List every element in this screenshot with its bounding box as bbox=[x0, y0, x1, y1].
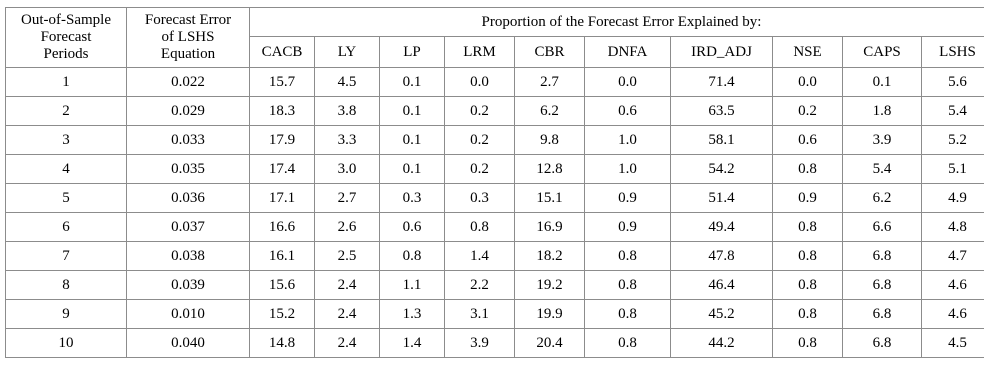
table-row bbox=[6, 155, 984, 184]
header-group-title: Proportion of the Forecast Error Explained by: bbox=[250, 8, 984, 37]
cell-proportion: 6.8 bbox=[843, 300, 922, 329]
cell-proportion: 1.0 bbox=[585, 126, 671, 155]
cell-proportion: 45.2 bbox=[671, 300, 773, 329]
cell-proportion: 15.2 bbox=[250, 300, 315, 329]
cell-proportion: 17.4 bbox=[250, 155, 315, 184]
cell-forecast-error: 0.037 bbox=[127, 213, 250, 242]
cell-proportion: 0.0 bbox=[773, 68, 843, 97]
header-variable: LP bbox=[380, 37, 445, 68]
cell-proportion: 0.8 bbox=[585, 271, 671, 300]
cell-proportion: 17.9 bbox=[250, 126, 315, 155]
cell-proportion: 12.8 bbox=[515, 155, 585, 184]
cell-proportion: 3.0 bbox=[315, 155, 380, 184]
cell-period: 2 bbox=[6, 97, 127, 126]
cell-period: 4 bbox=[6, 155, 127, 184]
cell-proportion: 6.8 bbox=[843, 271, 922, 300]
cell-proportion: 0.9 bbox=[585, 184, 671, 213]
cell-proportion: 2.7 bbox=[515, 68, 585, 97]
cell-proportion: 0.6 bbox=[773, 126, 843, 155]
cell-proportion: 9.8 bbox=[515, 126, 585, 155]
cell-proportion: 47.8 bbox=[671, 242, 773, 271]
cell-proportion: 2.4 bbox=[315, 300, 380, 329]
cell-proportion: 0.6 bbox=[585, 97, 671, 126]
cell-proportion: 18.3 bbox=[250, 97, 315, 126]
cell-proportion: 6.6 bbox=[843, 213, 922, 242]
header-variable: IRD_ADJ bbox=[671, 37, 773, 68]
cell-forecast-error: 0.040 bbox=[127, 329, 250, 358]
cell-proportion: 46.4 bbox=[671, 271, 773, 300]
cell-proportion: 63.5 bbox=[671, 97, 773, 126]
header-periods-line-3: Periods bbox=[43, 46, 89, 62]
cell-period: 8 bbox=[6, 271, 127, 300]
header-periods-line-1: Out-of-Sample bbox=[21, 12, 111, 28]
cell-proportion: 6.2 bbox=[515, 97, 585, 126]
cell-proportion: 20.4 bbox=[515, 329, 585, 358]
header-periods-line-2: Forecast bbox=[40, 29, 92, 45]
cell-proportion: 0.8 bbox=[445, 213, 515, 242]
header-variable: CAPS bbox=[843, 37, 922, 68]
header-variable: LSHS bbox=[922, 37, 984, 68]
header-error-line-3: Equation bbox=[160, 46, 216, 62]
table-row bbox=[6, 271, 984, 300]
cell-proportion: 0.9 bbox=[773, 184, 843, 213]
cell-proportion: 0.3 bbox=[445, 184, 515, 213]
cell-proportion: 0.1 bbox=[380, 155, 445, 184]
cell-forecast-error: 0.039 bbox=[127, 271, 250, 300]
cell-proportion: 3.3 bbox=[315, 126, 380, 155]
cell-proportion: 2.6 bbox=[315, 213, 380, 242]
table-row bbox=[6, 242, 984, 271]
cell-proportion: 0.8 bbox=[773, 300, 843, 329]
cell-forecast-error: 0.036 bbox=[127, 184, 250, 213]
cell-proportion: 0.2 bbox=[445, 126, 515, 155]
cell-proportion: 1.3 bbox=[380, 300, 445, 329]
cell-proportion: 3.9 bbox=[445, 329, 515, 358]
variance-decomposition-table bbox=[5, 7, 984, 358]
header-variable: NSE bbox=[773, 37, 843, 68]
cell-proportion: 4.6 bbox=[922, 300, 984, 329]
cell-proportion: 0.2 bbox=[445, 97, 515, 126]
table-row bbox=[6, 300, 984, 329]
cell-period: 7 bbox=[6, 242, 127, 271]
cell-proportion: 1.0 bbox=[585, 155, 671, 184]
cell-proportion: 49.4 bbox=[671, 213, 773, 242]
cell-proportion: 0.3 bbox=[380, 184, 445, 213]
cell-proportion: 0.9 bbox=[585, 213, 671, 242]
cell-period: 10 bbox=[6, 329, 127, 358]
cell-proportion: 0.2 bbox=[445, 155, 515, 184]
cell-proportion: 71.4 bbox=[671, 68, 773, 97]
header-variable: CBR bbox=[515, 37, 585, 68]
cell-proportion: 2.4 bbox=[315, 329, 380, 358]
cell-proportion: 4.6 bbox=[922, 271, 984, 300]
cell-proportion: 2.7 bbox=[315, 184, 380, 213]
cell-proportion: 19.9 bbox=[515, 300, 585, 329]
cell-proportion: 19.2 bbox=[515, 271, 585, 300]
cell-forecast-error: 0.033 bbox=[127, 126, 250, 155]
cell-proportion: 0.0 bbox=[445, 68, 515, 97]
table-row bbox=[6, 213, 984, 242]
header-variable: CACB bbox=[250, 37, 315, 68]
table-row bbox=[6, 97, 984, 126]
cell-proportion: 0.1 bbox=[843, 68, 922, 97]
cell-forecast-error: 0.010 bbox=[127, 300, 250, 329]
header-forecast-error bbox=[127, 8, 250, 68]
table-row bbox=[6, 126, 984, 155]
cell-proportion: 3.9 bbox=[843, 126, 922, 155]
cell-proportion: 4.5 bbox=[922, 329, 984, 358]
cell-proportion: 54.2 bbox=[671, 155, 773, 184]
cell-proportion: 5.4 bbox=[843, 155, 922, 184]
cell-proportion: 0.8 bbox=[773, 329, 843, 358]
table-row bbox=[6, 329, 984, 358]
cell-period: 6 bbox=[6, 213, 127, 242]
cell-proportion: 15.1 bbox=[515, 184, 585, 213]
cell-proportion: 0.8 bbox=[380, 242, 445, 271]
cell-proportion: 16.9 bbox=[515, 213, 585, 242]
header-error-line-2: of LSHS bbox=[161, 29, 215, 45]
cell-proportion: 0.0 bbox=[585, 68, 671, 97]
cell-proportion: 0.8 bbox=[585, 242, 671, 271]
cell-proportion: 15.7 bbox=[250, 68, 315, 97]
cell-forecast-error: 0.038 bbox=[127, 242, 250, 271]
cell-proportion: 2.4 bbox=[315, 271, 380, 300]
cell-forecast-error: 0.035 bbox=[127, 155, 250, 184]
table-row bbox=[6, 68, 984, 97]
cell-proportion: 1.1 bbox=[380, 271, 445, 300]
cell-proportion: 0.8 bbox=[773, 242, 843, 271]
cell-proportion: 6.2 bbox=[843, 184, 922, 213]
cell-proportion: 0.6 bbox=[380, 213, 445, 242]
cell-proportion: 0.1 bbox=[380, 126, 445, 155]
cell-proportion: 6.8 bbox=[843, 242, 922, 271]
table-body bbox=[6, 68, 984, 358]
cell-forecast-error: 0.029 bbox=[127, 97, 250, 126]
cell-proportion: 51.4 bbox=[671, 184, 773, 213]
header-row-group bbox=[6, 8, 984, 37]
cell-proportion: 16.1 bbox=[250, 242, 315, 271]
header-periods bbox=[6, 8, 127, 68]
cell-proportion: 0.8 bbox=[585, 329, 671, 358]
cell-proportion: 3.8 bbox=[315, 97, 380, 126]
cell-proportion: 2.5 bbox=[315, 242, 380, 271]
cell-proportion: 58.1 bbox=[671, 126, 773, 155]
cell-proportion: 0.1 bbox=[380, 68, 445, 97]
cell-proportion: 16.6 bbox=[250, 213, 315, 242]
cell-proportion: 6.8 bbox=[843, 329, 922, 358]
cell-proportion: 18.2 bbox=[515, 242, 585, 271]
cell-proportion: 44.2 bbox=[671, 329, 773, 358]
cell-proportion: 0.1 bbox=[380, 97, 445, 126]
header-variable: LRM bbox=[445, 37, 515, 68]
cell-proportion: 5.6 bbox=[922, 68, 984, 97]
cell-period: 3 bbox=[6, 126, 127, 155]
cell-proportion: 0.8 bbox=[773, 213, 843, 242]
cell-proportion: 4.5 bbox=[315, 68, 380, 97]
cell-proportion: 1.4 bbox=[445, 242, 515, 271]
cell-proportion: 4.7 bbox=[922, 242, 984, 271]
cell-proportion: 15.6 bbox=[250, 271, 315, 300]
cell-proportion: 17.1 bbox=[250, 184, 315, 213]
cell-proportion: 1.8 bbox=[843, 97, 922, 126]
table-row bbox=[6, 184, 984, 213]
cell-period: 5 bbox=[6, 184, 127, 213]
cell-proportion: 0.2 bbox=[773, 97, 843, 126]
cell-proportion: 4.9 bbox=[922, 184, 984, 213]
cell-proportion: 0.8 bbox=[585, 300, 671, 329]
cell-proportion: 0.8 bbox=[773, 271, 843, 300]
cell-period: 1 bbox=[6, 68, 127, 97]
cell-forecast-error: 0.022 bbox=[127, 68, 250, 97]
header-error-line-1: Forecast Error bbox=[144, 12, 232, 28]
cell-proportion: 0.8 bbox=[773, 155, 843, 184]
cell-proportion: 14.8 bbox=[250, 329, 315, 358]
cell-proportion: 5.4 bbox=[922, 97, 984, 126]
cell-proportion: 1.4 bbox=[380, 329, 445, 358]
header-variable: LY bbox=[315, 37, 380, 68]
cell-proportion: 2.2 bbox=[445, 271, 515, 300]
cell-period: 9 bbox=[6, 300, 127, 329]
cell-proportion: 3.1 bbox=[445, 300, 515, 329]
cell-proportion: 4.8 bbox=[922, 213, 984, 242]
header-variable: DNFA bbox=[585, 37, 671, 68]
cell-proportion: 5.2 bbox=[922, 126, 984, 155]
cell-proportion: 5.1 bbox=[922, 155, 984, 184]
